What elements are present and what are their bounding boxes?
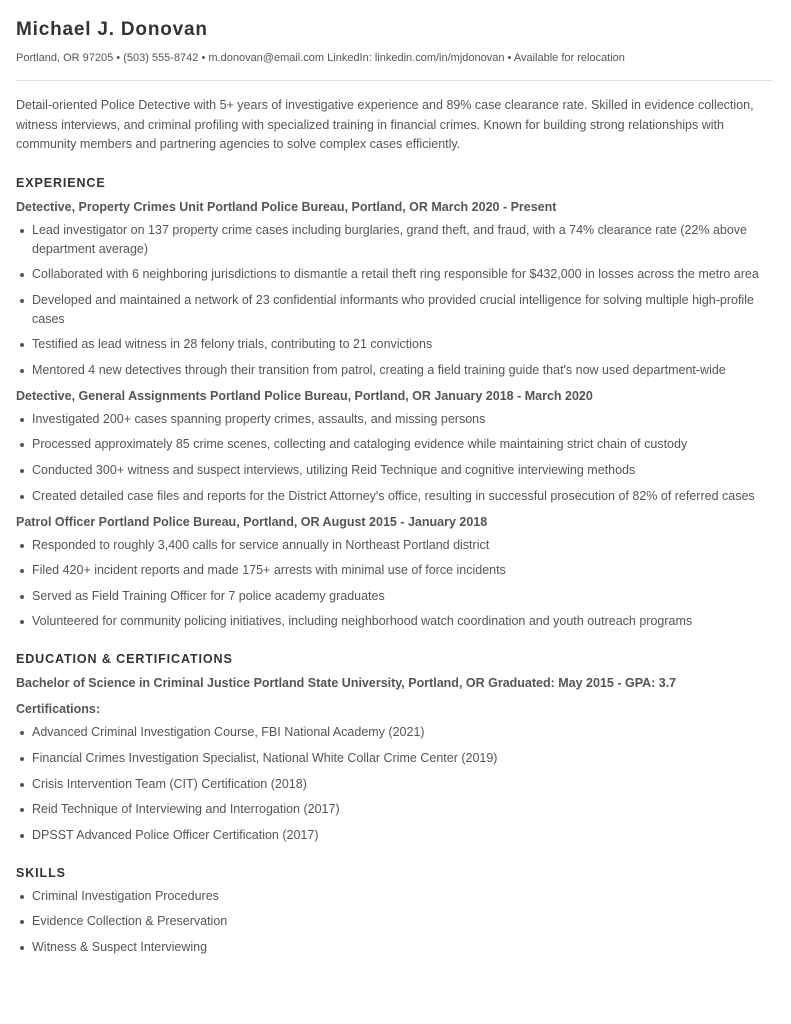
list-item: Testified as lead witness in 28 felony trials, contributing to 21 convictions bbox=[16, 335, 772, 354]
list-item: Financial Crimes Investigation Specialist, National White Collar Crime Center (2019) bbox=[16, 749, 772, 768]
skills-heading: SKILLS bbox=[16, 865, 66, 880]
list-item: Volunteered for community policing initiatives, including neighborhood watch coordination and youth outreach programs bbox=[16, 612, 772, 631]
education-heading: EDUCATION & CERTIFICATIONS bbox=[16, 652, 233, 667]
job-bullets bbox=[16, 536, 775, 632]
skills-list bbox=[16, 887, 775, 957]
job-title: Detective, General Assignments Portland Police Bureau, Portland, OR January 2018 - March 2020 bbox=[16, 388, 593, 403]
list-item: Evidence Collection & Preservation bbox=[16, 912, 772, 931]
list-item: Served as Field Training Officer for 7 police academy graduates bbox=[16, 587, 772, 606]
list-item: Responded to roughly 3,400 calls for service annually in Northeast Portland district bbox=[16, 536, 772, 555]
professional-summary: Detail-oriented Police Detective with 5+ years of investigative experience and 89% case clearance rate. Skilled in evidence collection, witness interviews, and criminal profiling with specialized training in financial crimes. Known for building strong relationships with community members and partnering agencies to solve complex cases efficiently. bbox=[16, 98, 754, 151]
list-item: Collaborated with 6 neighboring jurisdictions to dismantle a retail theft ring responsible for $432,000 in losses across the metro area bbox=[16, 265, 772, 284]
degree-line: Bachelor of Science in Criminal Justice Portland State University, Portland, OR Graduated: May 2015 - GPA: 3.7 bbox=[16, 676, 677, 691]
list-item: Reid Technique of Interviewing and Interrogation (2017) bbox=[16, 800, 772, 819]
list-item: Investigated 200+ cases spanning property crimes, assaults, and missing persons bbox=[16, 410, 772, 429]
experience-heading: EXPERIENCE bbox=[16, 175, 106, 190]
certifications-list bbox=[16, 723, 775, 844]
list-item: Crisis Intervention Team (CIT) Certification (2018) bbox=[16, 775, 772, 794]
list-item: Processed approximately 85 crime scenes, collecting and cataloging evidence while maintaining strict chain of custody bbox=[16, 435, 772, 454]
header-divider bbox=[16, 80, 772, 81]
list-item: Created detailed case files and reports for the District Attorney's office, resulting in successful prosecution of 82% of referred cases bbox=[16, 487, 772, 506]
job-title: Detective, Property Crimes Unit Portland Police Bureau, Portland, OR March 2020 - Present bbox=[16, 199, 557, 214]
job-bullets bbox=[16, 221, 775, 380]
list-item: Developed and maintained a network of 23 confidential informants who provided crucial intelligence for solving multiple high-profile cases bbox=[16, 291, 772, 329]
list-item: Filed 420+ incident reports and made 175+ arrests with minimal use of force incidents bbox=[16, 561, 772, 580]
list-item: Conducted 300+ witness and suspect interviews, utilizing Reid Technique and cognitive interviewing methods bbox=[16, 461, 772, 480]
list-item: DPSST Advanced Police Officer Certification (2017) bbox=[16, 826, 772, 845]
candidate-name: Michael J. Donovan bbox=[16, 19, 208, 40]
certifications-label: Certifications: bbox=[16, 702, 101, 717]
job-title: Patrol Officer Portland Police Bureau, Portland, OR August 2015 - January 2018 bbox=[16, 514, 488, 529]
list-item: Criminal Investigation Procedures bbox=[16, 887, 772, 906]
job-bullets bbox=[16, 410, 775, 506]
contact-line: Portland, OR 97205 • (503) 555-8742 • m.donovan@email.com LinkedIn: linkedin.com/in/mjdonovan • Available for relocation bbox=[16, 52, 625, 64]
list-item: Lead investigator on 137 property crime cases including burglaries, grand theft, and fraud, with a 74% clearance rate (22% above department average) bbox=[16, 221, 772, 259]
list-item: Witness & Suspect Interviewing bbox=[16, 938, 772, 957]
list-item: Mentored 4 new detectives through their transition from patrol, creating a field training guide that's now used department-wide bbox=[16, 361, 772, 380]
list-item: Advanced Criminal Investigation Course, FBI National Academy (2021) bbox=[16, 723, 772, 742]
